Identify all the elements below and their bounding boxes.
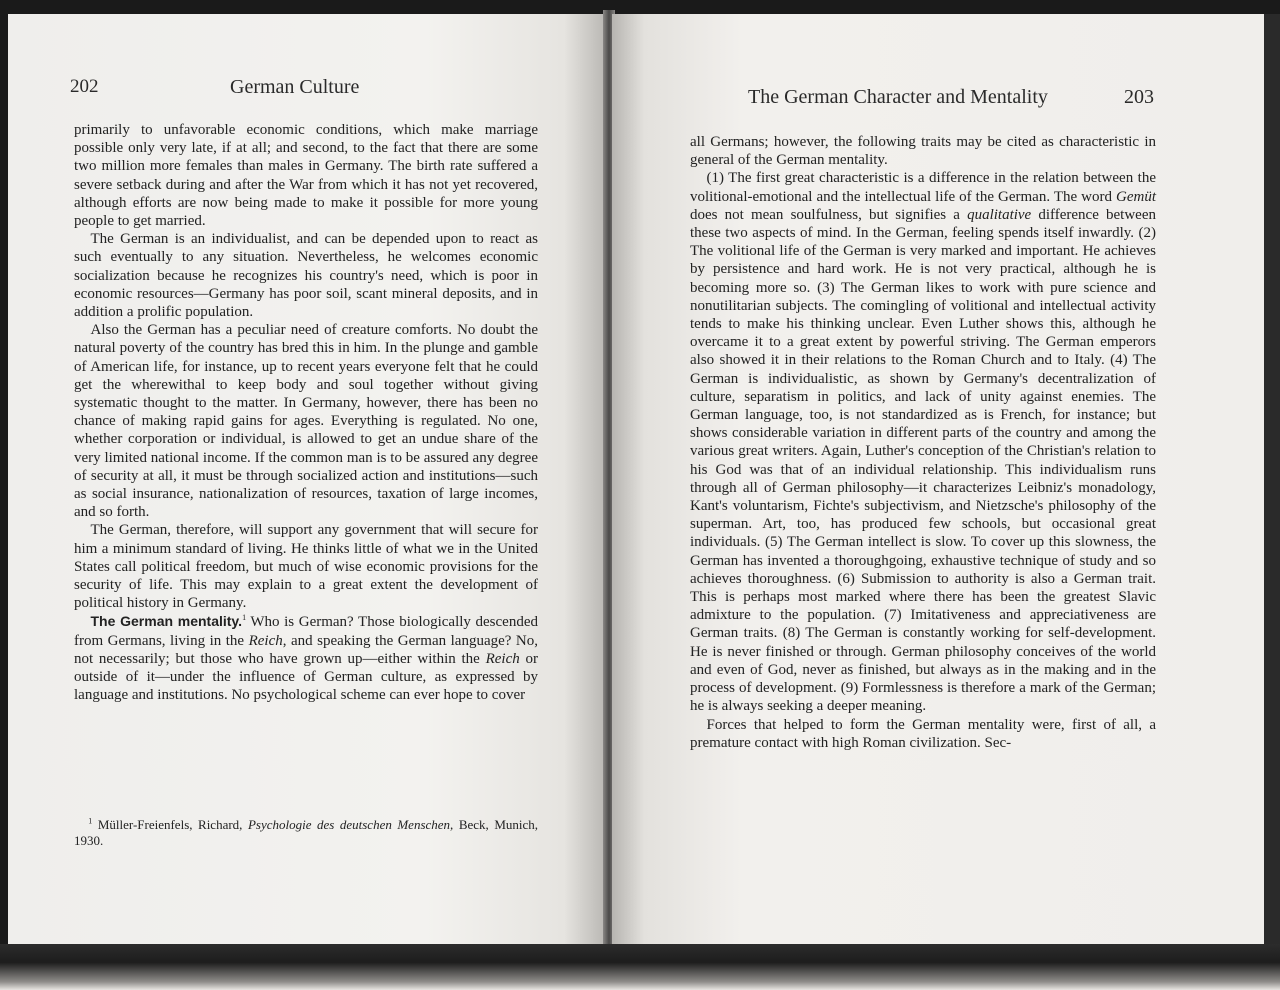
footnote-publisher: Beck, Munich, 1930.	[74, 817, 539, 848]
footnote-marker: 1	[88, 816, 93, 826]
right-page	[612, 14, 1264, 944]
page-number-right: 203	[1124, 86, 1154, 108]
bottom-edge	[0, 944, 1280, 990]
paragraph	[690, 169, 1156, 715]
subsection-paragraph	[74, 612, 538, 704]
right-edge	[1264, 14, 1280, 944]
running-head-left: German Culture	[230, 76, 360, 98]
footnote-ref: 1	[242, 613, 247, 623]
footnote-author: Müller-Freienfels, Richard,	[92, 817, 248, 832]
subsection-text: or outside of it—under the influence of German culture, as expressed by language and institutions. No psychological scheme can ever hope to cover	[74, 650, 538, 704]
subsection-text: , and speaking the German language? No, not necessarily; but those who have grown up—either within the	[74, 632, 538, 667]
paragraph-text: (1) The first great characteristic is a difference in the relation between the volitional-emotional and the intellectual life of the German. The word	[690, 170, 1156, 205]
page-number-left: 202	[70, 76, 99, 97]
paragraph-text: does not mean soulfulness, but signifies a	[690, 206, 968, 223]
left-page	[8, 14, 606, 944]
reich-term: Reich	[248, 632, 283, 649]
qualitative-term: qualitative	[967, 206, 1032, 223]
subsection-heading: The German mentality.	[90, 613, 243, 630]
footnote-title: Psychologie des deutschen Menschen,	[247, 817, 454, 832]
reich-term: Reich	[485, 650, 520, 667]
paragraph: all Germans; however, the following traits may be cited as characteristic in general of the German mentality.	[690, 134, 1156, 169]
gemut-term: Gemüt	[1116, 188, 1156, 205]
paragraph-text: difference between these two aspects of mind. In the German, feeling spends itself inwardly. (2) The volitional life of the German is very marked and important. He achieves by persistence and hard work. He is not very practical, although he is becoming more so. (3) The German likes to work with pure science and nonutilitarian subjects. The comingling of volitional and intellectual activity tends to make his thinking unclear. Even Luther shows this, although he overcame it to a great extent by powerful striving. The German emperors also showed it in their relations to the Roman Church and to Italy. (4) The German is individualistic, as shown by Germany's decentralization of culture, separatism in politics, and lack of unity against enemies. The German language, too, is not standardized as is French, for instance; but shows considerable variation in different parts of the country and among the various great writers. Again, Luther's conception of the Christian's relation to his God was that of an individual relationship. This individualism runs through all of German philosophy—it characterizes Leibniz's monadology, Kant's voluntarism, Fichte's subjectivism, and Nietzsche's philosophy of the superman. Art, too, has produced few schools, but occasional great individuals. (5) The German intellect is slow. To cover up this slowness, the German has invented a thoroughgoing, exhaustive technique of study and so achieves thoroughness. (6) Submission to authority is also a German trait. This is perhaps most marked where there has been the greatest Slavic admixture to the population. (7) Imitativeness and appreciativeness are German traits. (8) The German is constantly working for self-development. He is never finished or through. German philosophy conceives of the world and even of God, never as finished, but always as in the making and in the process of development. (9) Formlessness is therefore a mark of the German; he is always seeking a deeper meaning.	[690, 206, 1156, 715]
running-head-right: The German Character and Mentality	[748, 86, 1048, 108]
left-body	[74, 121, 538, 705]
subsection-text: Who is German? Those biologically descended from Germans, living in the	[74, 614, 538, 649]
paragraph: Also the German has a peculiar need of creature comforts. No doubt the natural poverty of the country has bred this in him. In the plunge and gamble of American life, for instance, up to recent years everyone felt that he could get the wherewithal to keep body and soul together without giving systematic thought to the matter. In Germany, however, there has been no chance of making rapid gains for ages. Everything is regulated. No one, whether corporation or individual, is allowed to get an undue share of the very limited national income. If the common man is to be assured any degree of security at all, it must be through socialized action and institutions—such as social insurance, nationalization of resources, taxation of large incomes, and so forth.	[74, 322, 538, 521]
paragraph: Forces that helped to form the German mentality were, first of all, a premature contact with high Roman civilization. Sec-	[690, 716, 1156, 751]
footnote	[74, 817, 538, 848]
paragraph: primarily to unfavorable economic conditions, which make marriage possible only very late, if at all; and second, to the fact that there are some two million more females than males in Germany. The birth rate suffered a severe setback during and after the War from which it has not yet recovered, although efforts are now being made to make it possible for more young people to get married.	[74, 122, 538, 230]
right-body	[690, 133, 1156, 752]
paragraph: The German is an individualist, and can be depended upon to react as such eventually to any situation. Nevertheless, he welcomes economic socialization because he recognizes his country's need, which is poor in economic resources—Germany has poor soil, scant mineral deposits, and in addition a prolific population.	[74, 231, 538, 321]
paragraph: The German, therefore, will support any government that will secure for him a minimum standard of living. He thinks little of what we in the United States call political freedom, but much of wise economic provisions for the security of life. This may explain to a great extent the development of political history in Germany.	[74, 522, 538, 612]
